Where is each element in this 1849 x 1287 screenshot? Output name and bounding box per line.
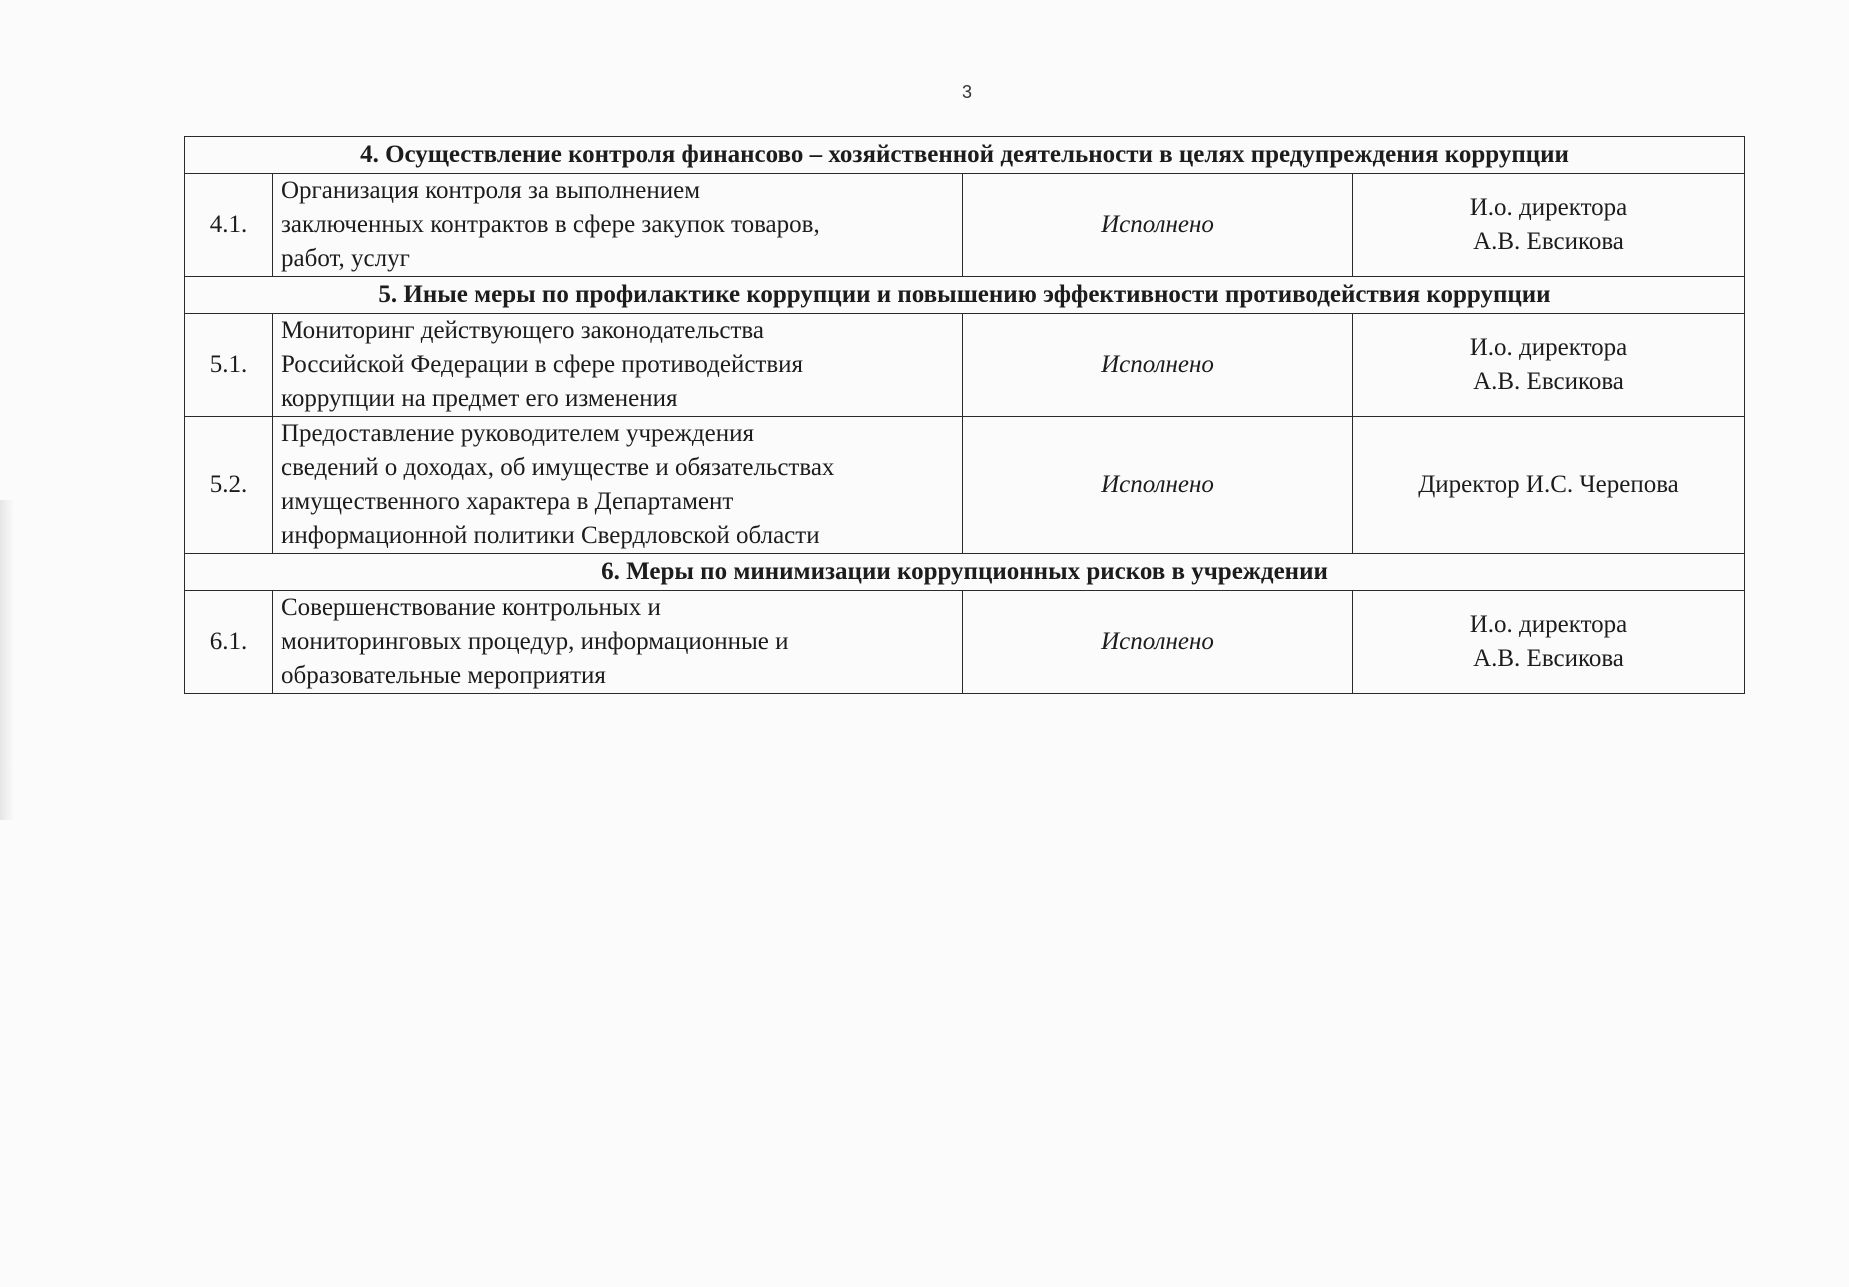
item-number: 5.1. [185,314,273,417]
description-line: заключенных контрактов в сфере закупок товаров, [281,211,820,238]
page-number: 3 [962,82,973,102]
item-responsible [1353,174,1745,277]
responsible-line: А.В. Евсикова [1473,368,1624,395]
section-header-row [185,277,1745,314]
description-line: Организация контроля за выполнением [281,177,701,204]
item-status: Исполнено [963,314,1353,417]
anticorruption-plan-table [184,136,1745,694]
item-status: Исполнено [963,174,1353,277]
responsible-line: Директор И.С. Черепова [1418,471,1679,498]
responsible-line: И.о. директора [1469,611,1628,638]
item-number: 6.1. [185,591,273,694]
responsible-line: А.В. Евсикова [1473,228,1624,255]
table-row [185,314,1745,417]
item-description [273,174,963,277]
responsible-line: И.о. директора [1469,334,1628,361]
item-responsible [1353,314,1745,417]
description-line: коррупции на предмет его изменения [281,385,678,412]
description-line: имущественного характера в Департамент [281,488,734,515]
description-line: Совершенствование контрольных и [281,594,661,621]
responsible-line: А.В. Евсикова [1473,645,1624,672]
section-title: 4. Осуществление контроля финансово – хозяйственной деятельности в целях предупреждения коррупции [185,137,1745,174]
item-description [273,591,963,694]
section-title: 6. Меры по минимизации коррупционных рисков в учреждении [185,554,1745,591]
table-row [185,174,1745,277]
table-row [185,591,1745,694]
section-title: 5. Иные меры по профилактике коррупции и повышению эффективности противодействия коррупции [185,277,1745,314]
item-status: Исполнено [963,417,1353,554]
table-row [185,417,1745,554]
description-line: информационной политики Свердловской области [281,522,820,549]
item-responsible [1353,591,1745,694]
scan-shadow [0,500,14,820]
item-description [273,417,963,554]
section-header-row [185,137,1745,174]
description-line: работ, услуг [281,245,410,272]
item-number: 4.1. [185,174,273,277]
description-line: Предоставление руководителем учреждения [281,420,754,447]
responsible-line: И.о. директора [1469,194,1628,221]
description-line: мониторинговых процедур, информационные и [281,628,789,655]
description-line: Мониторинг действующего законодательства [281,317,764,344]
description-line: Российской Федерации в сфере противодействия [281,351,804,378]
item-number: 5.2. [185,417,273,554]
item-description [273,314,963,417]
description-line: образовательные мероприятия [281,662,606,689]
description-line: сведений о доходах, об имуществе и обязательствах [281,454,835,481]
item-status: Исполнено [963,591,1353,694]
section-header-row [185,554,1745,591]
item-responsible [1353,417,1745,554]
